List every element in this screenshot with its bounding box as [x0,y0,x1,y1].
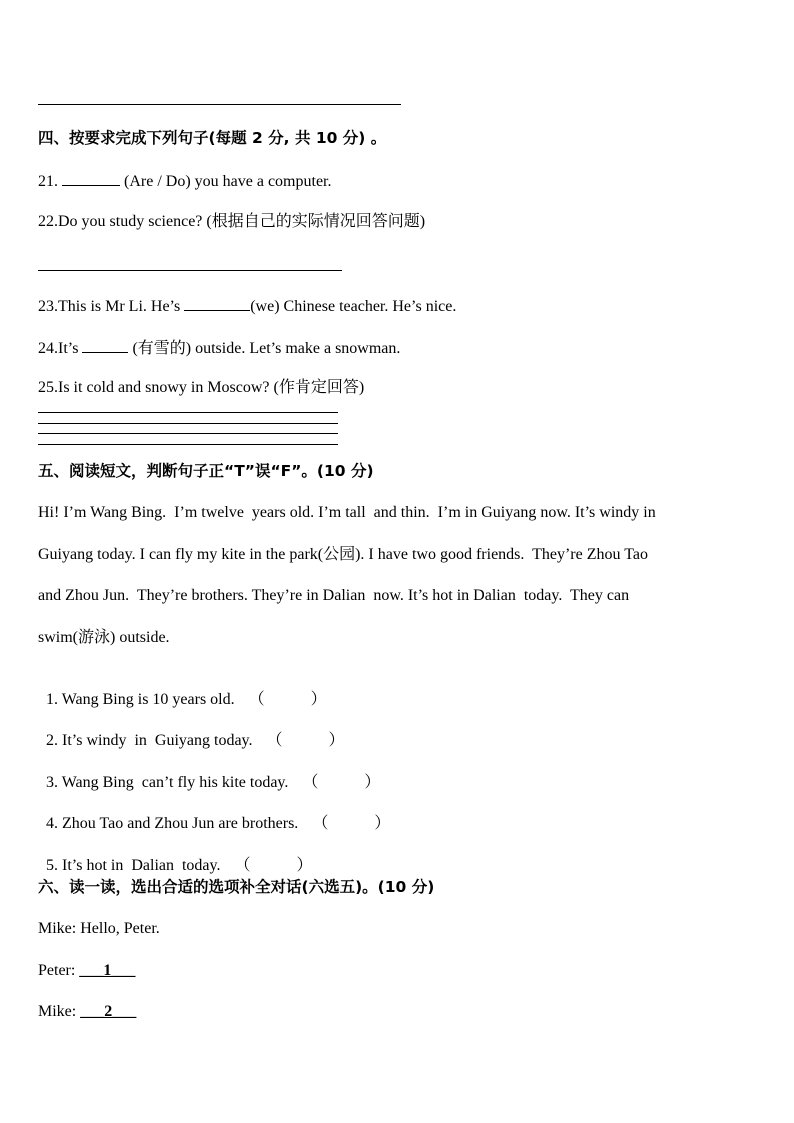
question-25-number: 25. [38,379,58,396]
statement-2-text: 2. It’s windy in Guiyang today. [46,732,253,749]
passage-line-4: swim(游泳) outside. [38,629,170,646]
question-22-number: 22. [38,213,58,230]
question-23 [38,295,456,317]
passage-line-2: Guiyang today. I can fly my kite in the park(公园). I have two good friends. They’re Zhou Tao [38,546,648,563]
question-25 [38,378,364,398]
paren-open: （ [312,815,329,832]
statement-2 [38,711,345,751]
statement-4 [38,794,390,834]
paren-close: ） [310,691,327,708]
paren-open: （ [234,857,251,874]
question-24-blank[interactable] [82,337,128,353]
statement-3-text: 3. Wang Bing can’t fly his kite today. [46,774,289,791]
paren-open: （ [248,691,265,708]
question-25-answer-line-3[interactable] [38,433,338,434]
paren-open: （ [266,732,283,749]
question-25-text: Is it cold and snowy in Moscow? (作肯定回答) [58,379,365,396]
dialogue-line-3 [38,1002,136,1022]
section-6-heading: 六、读一读，选出合适的选项补全对话(六选五)。(10 分) [38,878,435,896]
section-4-heading: 四、按要求完成下列句子(每题 2 分, 共 10 分) 。 [38,129,387,147]
question-24-text-before: It’s [58,340,79,357]
question-24-text-after: (有雪的) outside. Let’s make a snowman. [132,340,401,357]
statement-5-text: 5. It’s hot in Dalian today. [46,857,221,874]
question-21 [38,170,331,192]
dialogue-text: Hello, Peter. [80,920,160,937]
dialogue-speaker: Mike: [38,920,77,937]
dialogue-blank-1[interactable]: ___1___ [79,962,136,979]
question-23-text-after: (we) Chinese teacher. He’s nice. [250,298,457,315]
statement-3-answer-box[interactable] [302,773,380,793]
statement-3 [38,753,380,793]
question-25-answer-line-2[interactable] [38,423,338,424]
answer-line-top [38,104,401,105]
question-25-answer-line-1[interactable] [38,412,338,413]
question-24-number: 24. [38,340,58,357]
dialogue-blank-2[interactable]: ___2___ [80,1003,137,1020]
question-23-number: 23. [38,298,58,315]
question-22-answer-line[interactable] [38,270,342,271]
question-21-blank[interactable] [62,170,120,186]
question-23-blank[interactable] [184,295,250,311]
paren-close: ） [296,857,313,874]
paren-close: ） [374,815,391,832]
statement-5-answer-box[interactable] [235,856,313,876]
statement-1 [38,670,327,710]
statement-5 [38,836,313,876]
statement-2-answer-box[interactable] [267,731,345,751]
statement-1-answer-box[interactable] [249,690,327,710]
dialogue-line-2 [38,961,135,981]
passage-line-1: Hi! I’m Wang Bing. I’m twelve years old. I’m tall and thin. I’m in Guiyang now. It’s windy in [38,504,656,521]
statement-1-text: 1. Wang Bing is 10 years old. [46,691,235,708]
statement-4-answer-box[interactable] [312,814,390,834]
question-23-text-before: This is Mr Li. He’s [58,298,181,315]
question-24 [38,337,400,359]
statement-4-text: 4. Zhou Tao and Zhou Jun are brothers. [46,815,299,832]
dialogue-speaker: Peter: [38,962,76,979]
question-21-text: (Are / Do) you have a computer. [124,173,332,190]
question-21-number: 21. [38,173,58,190]
question-25-answer-line-4[interactable] [38,444,338,445]
dialogue-speaker: Mike: [38,1003,77,1020]
question-22 [38,212,425,232]
paren-open: （ [302,774,319,791]
passage-line-3: and Zhou Jun. They’re brothers. They’re in Dalian now. It’s hot in Dalian today. They can [38,587,630,604]
section-5-heading: 五、阅读短文，判断句子正“T”误“F”。(10 分) [38,462,374,480]
dialogue-line-1 [38,919,160,939]
question-22-text: Do you study science? (根据自己的实际情况回答问题) [58,213,426,230]
paren-close: ） [328,732,345,749]
paren-close: ） [364,774,381,791]
